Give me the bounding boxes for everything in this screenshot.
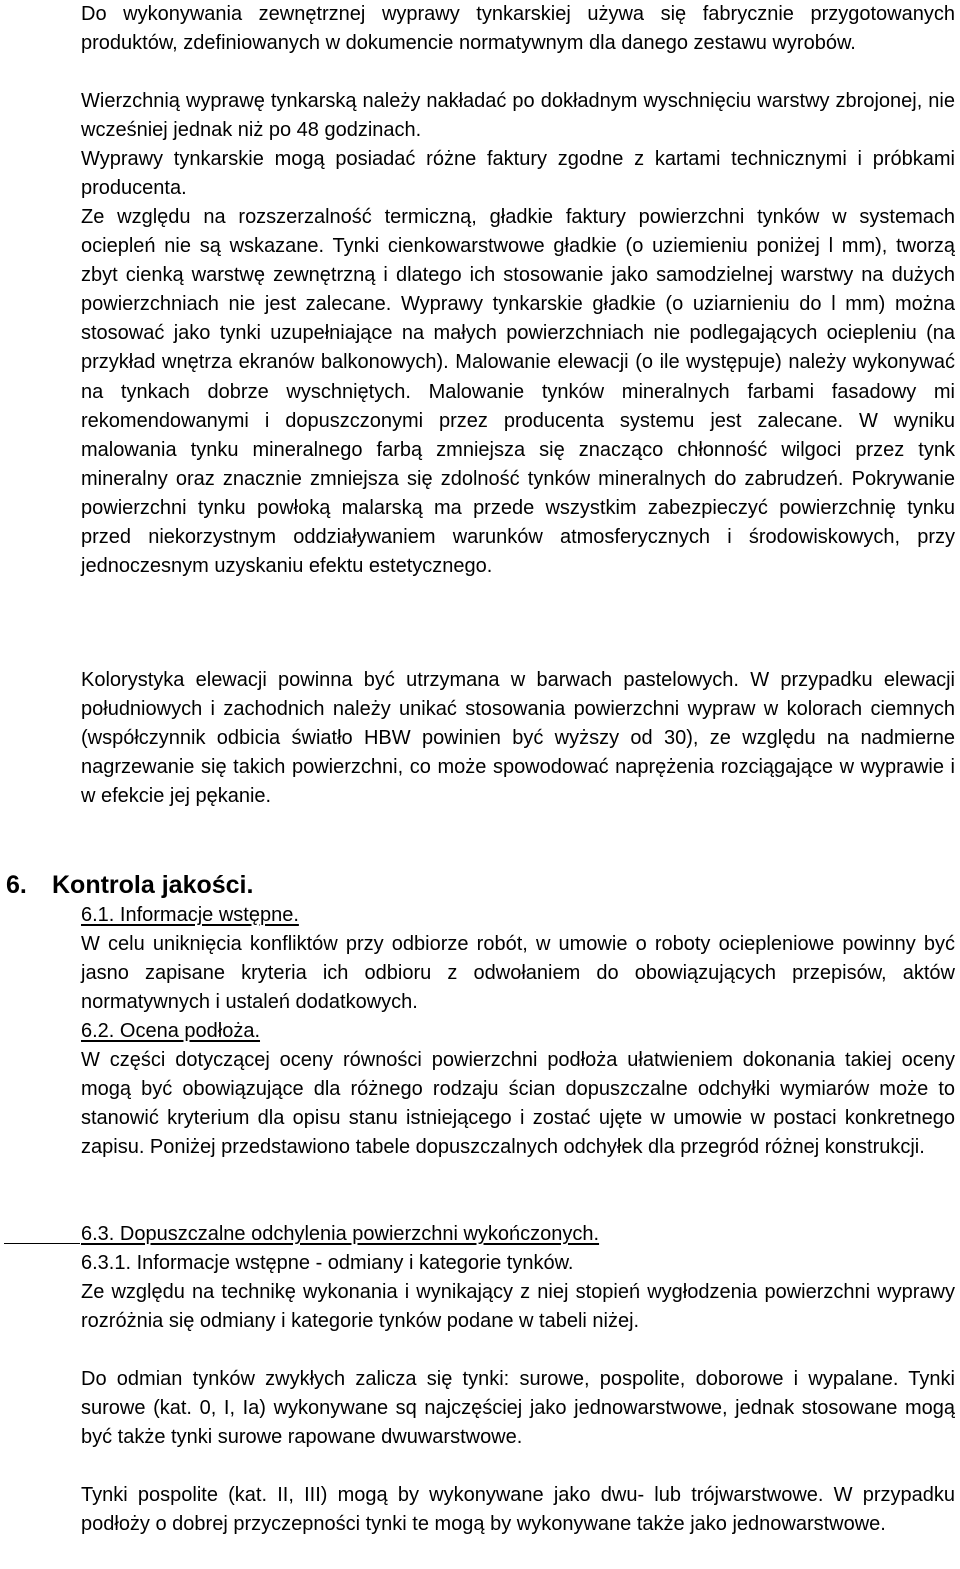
paragraph-color-scheme: Kolorystyka elewacji powinna być utrzymana w barwach pastelowych. W przypadku elewacji południowych i zachodnich należy unikać stosowania powierzchni wypraw w kolorach ciemnych (współczynnik odbicia światło HBW powinien być wyższy od 30), ze względu na nadmierne nagrzewanie się takich powierzchni, co może spowodować naprężenia rozciągające w wyprawie i w efekcie jej pękanie. (81, 669, 955, 808)
paragraph-textures: Wyprawy tynkarskie mogą posiadać różne faktury zgodne z kartami technicznymi i próbkami producenta. (81, 148, 955, 200)
paragraph-6-3-1-a: Ze względu na technikę wykonania i wynikający z niej stopień wygłodzenia powierzchni wyprawy rozróżnia się odmiany i kategorie tynków podane w tabeli niżej. (81, 1281, 955, 1333)
subsection-6-2-heading: 6.2. Ocena podłoża. (81, 1020, 261, 1042)
paragraph-smooth-textures-painting: Ze względu na rozszerzalność termiczną, gładkie faktury powierzchni tynków w systemach ociepleń nie są wskazane. Tynki cienkowarstwowe gładkie (o uziemieniu poniżej l mm), tworzą zbyt cienką warstwę zewnętrzną i dlatego ich stosowanie jako samodzielnej warstwy na dużych powierzchniach nie jest zalecane. Wyprawy tynkarskie gładkie (o uziarnieniu do l mm) można stosować jako tynki uzupełniające na małych powierzchniach nie podlegających ociepleniu (na przykład wnętrza ekranów balkonowych). Malowanie elewacji (o ile występuje) należy wykonywać na tynkach dobrze wyschniętych. Malowanie tynków mineralnych farbami fasadowy mi rekomendowanymi i dopuszczonymi przez producenta systemu jest zalecane. W wyniku malowania tynku mineralnego farbą zmniejsza się znacząco chłonność wilgoci przez tynk mineralny oraz znacznie zmniejsza się zdolność tynków mineralnych do zabrudzeń. Pokrywanie powierzchni tynku powłoką malarską ma przede wszystkim zabezpieczyć powierzchnię tynku przed niekorzystnym oddziaływaniem warunków atmosferycznych i środowiskowych, przy jednoczesnym uzyskaniu efektu estetycznego. (81, 206, 955, 578)
paragraph-6-3-1-b: Do odmian tynków zwykłych zalicza się tynki: surowe, pospolite, doborowe i wypalane. Tynki surowe (kat. 0, I, Ia) wykonywane sq najczęściej jako jednowarstwowe, jednak stosowane mogą być także tynki surowe rapowane dwuwarstwowe. (81, 1368, 955, 1449)
horizontal-rule (4, 1243, 80, 1244)
paragraph-top-coat-timing: Wierzchnią wyprawę tynkarską należy nakładać po dokładnym wyschnięciu warstwy zbrojonej, nie wcześniej jednak niż po 48 godzinach. (81, 90, 955, 142)
paragraph-6-3-1-c: Tynki pospolite (kat. II, III) mogą by wykonywane jako dwu- lub trójwarstwowe. W przypadku podłoży o dobrej przyczepności tynki te mogą by wykonywane także jako jednowarstwowe. (81, 1484, 955, 1536)
paragraph-6-2: W części dotyczącej oceny równości powierzchni podłoża ułatwieniem dokonania takiej oceny mogą być obowiązujące dla różnego rodzaju ścian dopuszczalne odchyłki wymiarów może to stanowić kryterium dla opisu stanu istniejącego i zostać ujęte w umowie w postaci konkretnego zapisu. Poniżej przedstawiono tabele dopuszczalnych odchyłek dla przegród różnej konstrukcji. (81, 1049, 955, 1159)
section-title: Kontrola jakości. (52, 871, 254, 899)
subsection-6-3-1-heading: 6.3.1. Informacje wstępne - odmiany i kategorie tynków. (81, 1252, 574, 1274)
subsection-6-1-heading: 6.1. Informacje wstępne. (81, 904, 299, 926)
section-number: 6. (6, 871, 27, 899)
subsection-6-3-heading: 6.3. Dopuszczalne odchylenia powierzchni wykończonych. (81, 1223, 600, 1245)
paragraph-6-1: W celu uniknięcia konfliktów przy odbiorze robót, w umowie o roboty ociepleniowe powinny być jasno zapisane kryteria ich odbioru z odwołaniem do obowiązujących przepisów, aktów normatywnych i ustaleń dodatkowych. (81, 933, 955, 1014)
section-heading (6, 869, 253, 901)
paragraph-prefab-products: Do wykonywania zewnętrznej wyprawy tynkarskiej używa się fabrycznie przygotowanych produktów, zdefiniowanych w dokumencie normatywnym dla danego zestawu wyrobów. (81, 3, 955, 55)
